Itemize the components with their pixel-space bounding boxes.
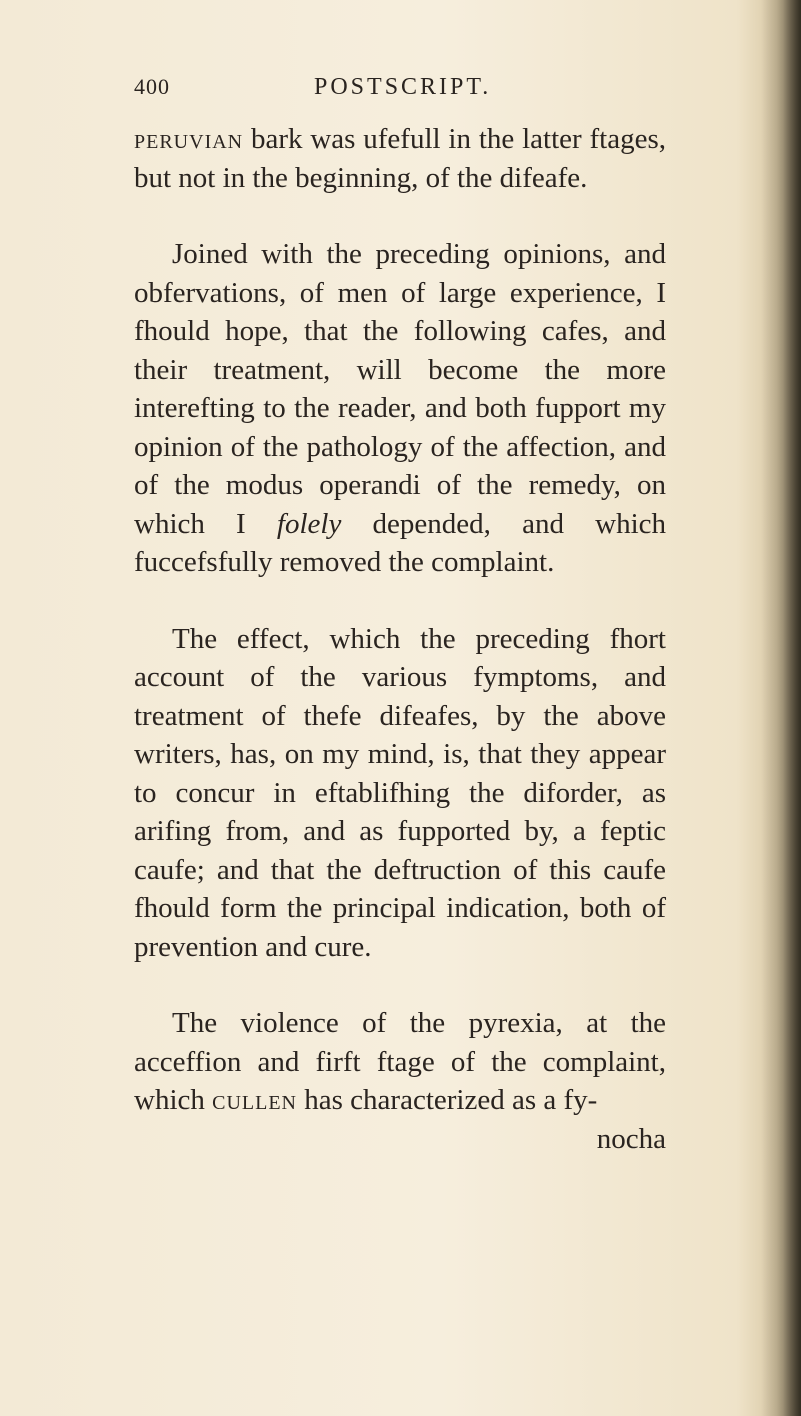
body-text [134,120,666,1158]
italic-word: folely [276,507,342,540]
lead-smallcaps: peruvian [134,123,244,155]
page-edge-shadow [761,0,801,1416]
paragraph-text: The effect, which the preceding fhort account of the various fymptoms, and treatment of thefe difeafes, by the above writers, has, on my mind, is, that they appear to concur in eftablifhing the diforder, as arifing from, and as fupported by, a feptic caufe; and that the deftruction of this caufe fhould form the principal indication, both of prevention and cure. [134,622,666,963]
paragraph-text: The violence of the pyrexia, at the acceffion and firft ftage of the complaint, which [134,1007,666,1116]
catchword: nocha [596,1122,666,1155]
page-number: 400 [134,74,170,99]
author-smallcaps: cullen [212,1084,298,1116]
paragraph-4 [134,1004,666,1120]
paragraph-3 [134,620,666,967]
paragraph-2 [134,235,666,582]
paragraph-text-after: has characterized as a fy- [297,1084,598,1116]
paragraph-text: bark was ufefull in the latter ftages, but not in the beginning, of the difeafe. [134,123,666,194]
paragraph-1 [134,120,666,197]
paragraph-text: Joined with the preceding opinions, and obfervations, of men of large experience, I fhould hope, that the following cafes, and their treatment, will become the more interefting to the reader, and both fupport my opinion of the pathology of the affection, and of the modus operandi of the remedy, on which I [134,238,666,540]
running-head: POSTSCRIPT. [314,74,492,100]
paragraph-text-after: depended, and which fuccefsfully removed the complaint. [134,507,666,578]
page-header [0,74,801,114]
